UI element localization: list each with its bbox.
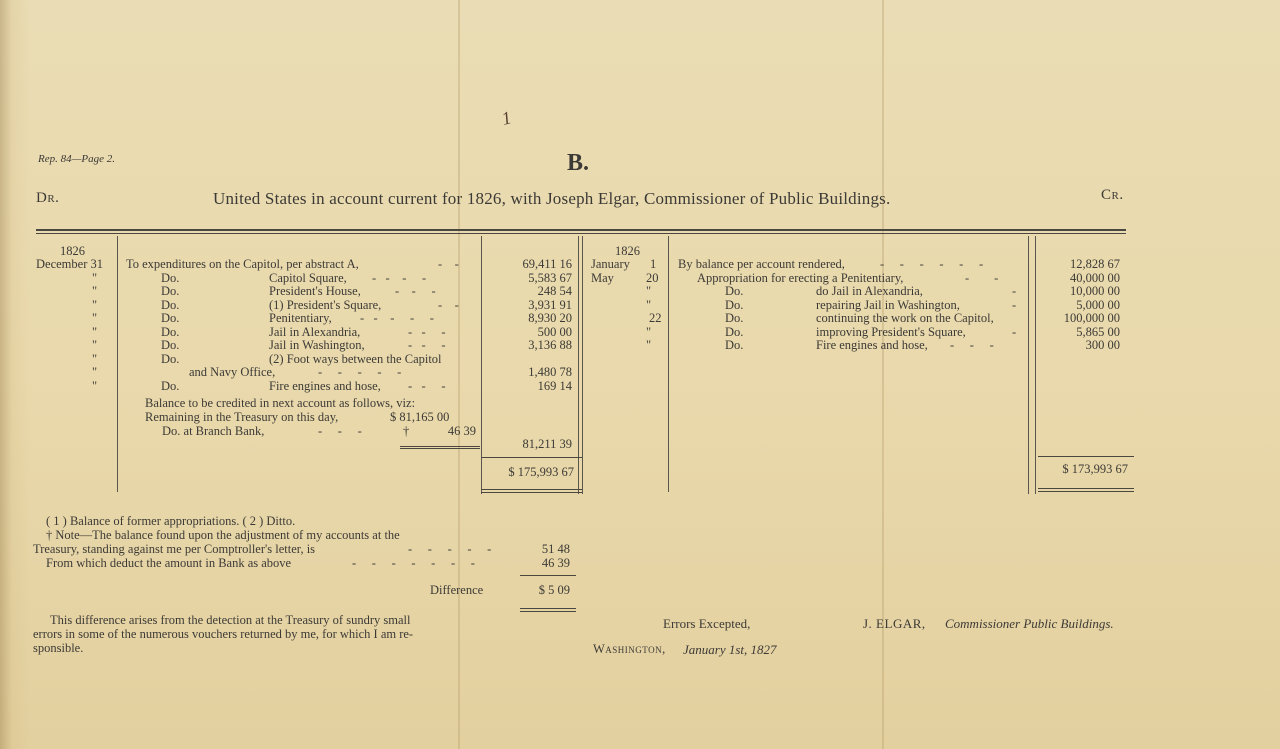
difference-amount: $ 5 09	[538, 583, 570, 597]
dot-leader: -	[1012, 298, 1017, 312]
credit-month: January	[591, 257, 630, 271]
difference-rule	[520, 575, 576, 576]
debit-date-column-line	[117, 236, 118, 492]
credit-entry-amount: 40,000 00	[1070, 271, 1120, 285]
ditto-mark: "	[92, 379, 98, 393]
credit-entry-ditto: Do.	[725, 325, 744, 339]
dot-leader: - - - -	[372, 271, 427, 285]
credit-amount-column-line-left	[1028, 236, 1029, 494]
dot-leader: - - -	[408, 379, 446, 393]
credit-entry-label: repairing Jail in Washington,	[816, 298, 960, 312]
note-line: From which deduct the amount in Bank as above	[46, 556, 292, 570]
debit-date: December 31	[36, 257, 103, 271]
dot-leader: - -	[438, 257, 459, 271]
credit-entry-ditto: Do.	[725, 298, 744, 312]
account-title: United States in account current for 1826, with Joseph Elgar, Commissioner of Public Buildings.	[213, 189, 891, 208]
credit-entry-ditto: Do.	[725, 338, 744, 352]
debit-entry-ditto: Do.	[161, 284, 180, 298]
note-line: † Note—The balance found upon the adjustment of my accounts at the	[46, 528, 400, 542]
debit-entry-label: (2) Foot ways between the Capitol	[269, 352, 442, 366]
dot-leader: - -	[965, 271, 999, 285]
page-fold-left	[458, 0, 460, 749]
credit-entry-label: continuing the work on the Capitol,	[816, 311, 994, 325]
dot-leader: - - -	[408, 325, 446, 339]
credit-day: 1	[650, 257, 657, 271]
dagger-mark: †	[403, 424, 410, 438]
dot-leader: - -	[438, 298, 459, 312]
credit-month: "	[646, 325, 652, 339]
difference-label: Difference	[430, 583, 484, 597]
note-amount: 51 48	[541, 542, 570, 556]
dot-leader: - - -	[395, 284, 436, 298]
subtotal-rule	[400, 446, 480, 447]
dot-leader: - - - - -	[360, 311, 434, 325]
page-fold-right	[882, 0, 884, 749]
debit-entry-ditto: Do.	[161, 298, 180, 312]
treasury-amount: $ 81,165 00	[390, 410, 450, 424]
ditto-mark: "	[92, 365, 98, 379]
balance-total: 81,211 39	[522, 437, 572, 451]
credit-entry-label: Appropriation for erecting a Penitentiary,	[697, 271, 904, 285]
credit-entry-ditto: Do.	[725, 284, 744, 298]
credit-entry-amount: 100,000 00	[1063, 311, 1120, 325]
debit-entry-label: Fire engines and hose,	[269, 379, 381, 393]
dot-leader: - - - - -	[408, 542, 492, 556]
debit-entry-label: Jail in Alexandria,	[269, 325, 361, 339]
dot-leader: - - -	[318, 424, 362, 438]
debit-entry-label: and Navy Office,	[189, 365, 276, 379]
ditto-mark: "	[92, 325, 98, 339]
debit-entry-label: To expenditures on the Capitol, per abstract A,	[126, 257, 359, 271]
debit-entry-label: Capitol Square,	[269, 271, 347, 285]
credit-month: May	[591, 271, 614, 285]
debit-entry-amount: 69,411 16	[522, 257, 572, 271]
credit-day: 20	[646, 271, 659, 285]
dot-leader: - - -	[408, 338, 446, 352]
pencil-mark: 1	[499, 107, 514, 129]
signature-title: Commissioner Public Buildings.	[945, 616, 1114, 631]
ditto-mark: "	[92, 271, 98, 285]
errors-excepted: Errors Excepted,	[663, 616, 751, 631]
debit-entry-amount: 3,136 88	[528, 338, 572, 352]
ditto-mark: "	[92, 352, 98, 366]
balance-line: Balance to be credited in next account as follows, viz:	[145, 396, 416, 410]
dot-leader: -	[1012, 325, 1017, 339]
dot-leader: - - - - - - -	[352, 556, 475, 570]
signature-place: Washington,	[593, 642, 666, 656]
debit-entry-ditto: Do.	[161, 311, 180, 325]
note-amount: 46 39	[541, 556, 570, 570]
ditto-mark: "	[92, 311, 98, 325]
credit-date-column-line	[668, 236, 669, 492]
debit-entry-ditto: Do.	[161, 352, 180, 366]
credit-total-rule	[1038, 456, 1134, 457]
debit-total: $ 175,993 67	[508, 465, 574, 479]
credit-entry-amount: 12,828 67	[1070, 257, 1120, 271]
debit-total-rule-bottom	[481, 489, 582, 490]
ditto-mark: "	[92, 338, 98, 352]
dot-leader: -	[1012, 284, 1017, 298]
debit-amount-column-line-outer	[582, 236, 583, 494]
credit-entry-amount: 5,000 00	[1076, 298, 1120, 312]
footnote-references: ( 1 ) Balance of former appropriations. ( 2 ) Ditto.	[46, 514, 296, 528]
top-rule	[36, 229, 1126, 231]
note-line: Treasury, standing against me per Comptroller's letter, is	[33, 542, 316, 556]
debit-entry-amount: 3,931 91	[528, 298, 572, 312]
dot-leader: - - - - -	[318, 365, 402, 379]
debit-entry-ditto: Do.	[161, 379, 180, 393]
credit-entry-amount: 300 00	[1085, 338, 1120, 352]
treasury-label: Remaining in the Treasury on this day,	[145, 410, 339, 424]
debit-entry-amount: 248 54	[537, 284, 572, 298]
credit-total-rule-bottom	[1038, 488, 1134, 489]
explanation-line: errors in some of the numerous vouchers returned by me, for which I am re-	[33, 627, 414, 641]
debit-entry-ditto: Do.	[161, 271, 180, 285]
debit-entry-label: (1) President's Square,	[269, 298, 382, 312]
signature-name: J. ELGAR,	[863, 616, 926, 631]
schedule-letter: B.	[567, 150, 590, 176]
credit-heading: Cr.	[1101, 187, 1124, 203]
credit-day: 22	[649, 311, 662, 325]
debit-total-rule	[481, 457, 582, 458]
credit-total-rule-bottom	[1038, 491, 1134, 492]
subtotal-rule	[400, 448, 480, 449]
credit-entry-ditto: Do.	[725, 311, 744, 325]
ditto-mark: "	[92, 284, 98, 298]
difference-rule-bottom	[520, 608, 576, 609]
credit-month: "	[646, 338, 652, 352]
credit-total: $ 173,993 67	[1062, 462, 1128, 476]
debit-year: 1826	[60, 244, 85, 258]
debit-entry-label: Penitentiary,	[269, 311, 332, 325]
credit-entry-label: Fire engines and hose,	[816, 338, 928, 352]
branch-amount: 46 39	[447, 424, 476, 438]
explanation-line: This difference arises from the detection at the Treasury of sundry small	[50, 613, 411, 627]
credit-entry-label: improving President's Square,	[816, 325, 966, 339]
top-rule-thin	[36, 233, 1126, 234]
credit-entry-label: By balance per account rendered,	[678, 257, 845, 271]
debit-entry-ditto: Do.	[161, 325, 180, 339]
debit-entry-amount: 500 00	[537, 325, 572, 339]
credit-year: 1826	[615, 244, 640, 258]
credit-entry-amount: 10,000 00	[1070, 284, 1120, 298]
debit-amount-column-line-left	[481, 236, 482, 494]
debit-entry-amount: 8,930 20	[528, 311, 572, 325]
debit-entry-label: President's House,	[269, 284, 361, 298]
debit-entry-label: Jail in Washington,	[269, 338, 365, 352]
credit-month: "	[646, 284, 652, 298]
debit-entry-amount: 1,480 78	[528, 365, 572, 379]
report-reference: Rep. 84—Page 2.	[38, 153, 115, 165]
credit-month: "	[646, 298, 652, 312]
ditto-mark: "	[92, 298, 98, 312]
debit-entry-ditto: Do.	[161, 338, 180, 352]
explanation-line: sponsible.	[33, 641, 84, 655]
credit-entry-label: do Jail in Alexandria,	[816, 284, 923, 298]
dot-leader: - - -	[950, 338, 994, 352]
branch-label: Do. at Branch Bank,	[162, 424, 265, 438]
signature-date: January 1st, 1827	[683, 642, 777, 657]
debit-total-rule-bottom	[481, 492, 582, 493]
difference-rule-bottom	[520, 611, 576, 612]
debit-entry-amount: 5,583 67	[528, 271, 572, 285]
credit-entry-amount: 5,865 00	[1076, 325, 1120, 339]
debit-heading: Dr.	[36, 190, 60, 206]
debit-entry-amount: 169 14	[537, 379, 572, 393]
dot-leader: - - - - - -	[880, 257, 984, 271]
debit-amount-column-line-right	[578, 236, 579, 494]
